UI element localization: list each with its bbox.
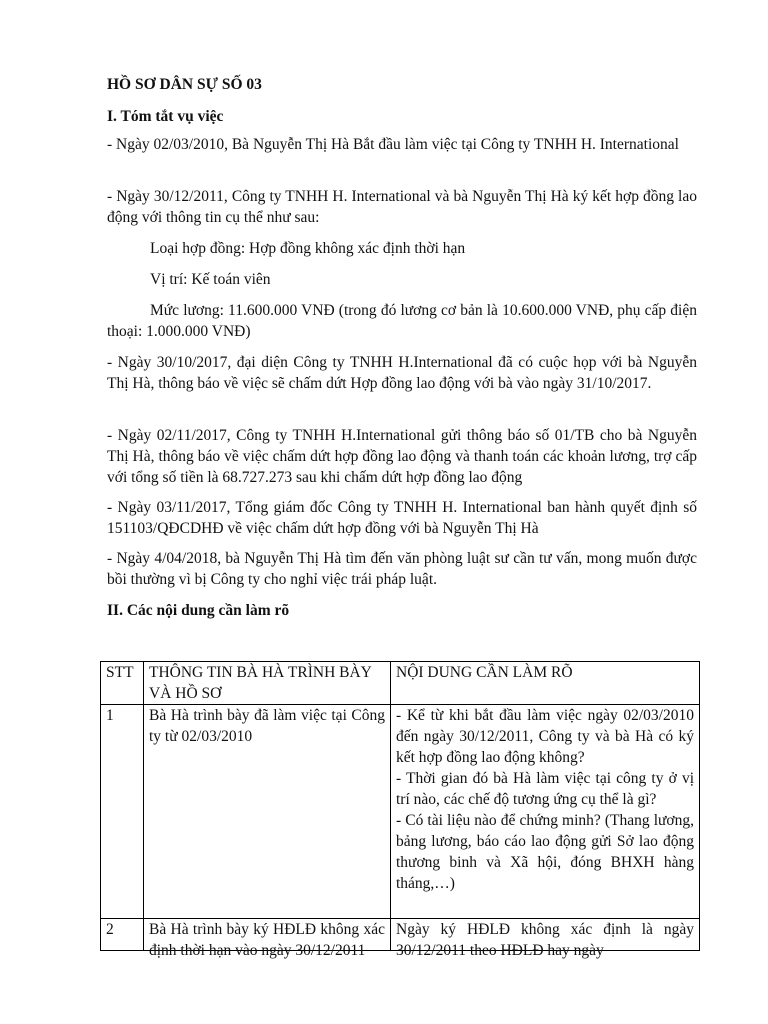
clarification-table	[100, 661, 700, 959]
contract-type: Loại hợp đồng: Hợp đồng không xác định thời hạn	[150, 240, 466, 257]
table-header-row	[101, 662, 700, 705]
header-info: THÔNG TIN BÀ HÀ TRÌNH BÀY VÀ HỒ SƠ	[144, 662, 391, 705]
paragraph-notice: - Ngày 02/11/2017, Công ty TNHH H.International gửi thông báo số 01/TB cho bà Nguyễn Thị Hà, thông báo về việc chấm dứt hợp đồng lao động và thanh toán các khoản lương, trợ cấp với tổng số tiền là 68.727.273 sau khi chấm dứt hợp đồng lao động	[107, 427, 697, 486]
paragraph-lawyer-visit: - Ngày 4/04/2018, bà Nguyễn Thị Hà tìm đến văn phòng luật sư cần tư vấn, mong muốn được bồi thường vì bị Công ty cho nghỉ việc trái pháp luật.	[107, 550, 697, 588]
job-position: Vị trí: Kế toán viên	[150, 271, 271, 288]
paragraph-start-work: - Ngày 02/03/2010, Bà Nguyễn Thị Hà Bắt đầu làm việc tại Công ty TNHH H. International	[107, 136, 679, 153]
table-row	[101, 705, 700, 919]
salary-info: Mức lương: 11.600.000 VNĐ (trong đó lương cơ bản là 10.600.000 VNĐ, phụ cấp điện thoại: 1.000.000 VNĐ)	[107, 302, 697, 340]
content-item: - Có tài liệu nào để chứng minh? (Thang lương, bảng lương, báo cáo lao động gửi Sở lao động thương binh và Xã hội, đóng BHXH hàng tháng,…)	[396, 812, 694, 892]
header-stt: STT	[101, 662, 144, 705]
document-title: HỒ SƠ DÂN SỰ SỐ 03	[107, 76, 262, 93]
row-info: Bà Hà trình bày đã làm việc tại Công ty từ 02/03/2010	[144, 705, 391, 919]
row-info: Bà Hà trình bày ký HĐLĐ không xác định thời hạn vào ngày 30/12/2011	[144, 919, 391, 951]
row-stt: 1	[101, 705, 144, 919]
table-row	[101, 919, 700, 951]
content-item: - Kể từ khi bắt đầu làm việc ngày 02/03/2010 đến ngày 30/12/2011, Công ty và bà Hà có ký kết hợp đồng lao động không?	[396, 707, 694, 766]
paragraph-contract-signed: - Ngày 30/12/2011, Công ty TNHH H. International và bà Nguyễn Thị Hà ký kết hợp đồng lao động với thông tin cụ thể như sau:	[107, 188, 697, 226]
row-stt: 2	[101, 919, 144, 951]
row-content: Ngày ký HĐLĐ không xác định là ngày 30/12/2011 theo HĐLĐ hay ngày	[391, 919, 700, 951]
paragraph-decision: - Ngày 03/11/2017, Tổng giám đốc Công ty TNHH H. International ban hành quyết định số 151103/QĐCDHĐ về việc chấm dứt hợp đồng với bà Nguyễn Thị Hà	[107, 499, 697, 537]
paragraph-meeting: - Ngày 30/10/2017, đại diện Công ty TNHH H.International đã có cuộc họp với bà Nguyễn Thị Hà, thông báo về việc sẽ chấm dứt Hợp đồng lao động với bà vào ngày 31/10/2017.	[107, 354, 697, 392]
section-heading-summary: I. Tóm tắt vụ việc	[107, 108, 224, 125]
header-content: NỘI DUNG CẦN LÀM RÕ	[391, 662, 700, 705]
row-content	[391, 705, 700, 919]
section-heading-clarify: II. Các nội dung cần làm rõ	[107, 602, 290, 619]
content-item: - Thời gian đó bà Hà làm việc tại công ty ở vị trí nào, các chế độ tương ứng cụ thể là gì?	[396, 770, 694, 808]
